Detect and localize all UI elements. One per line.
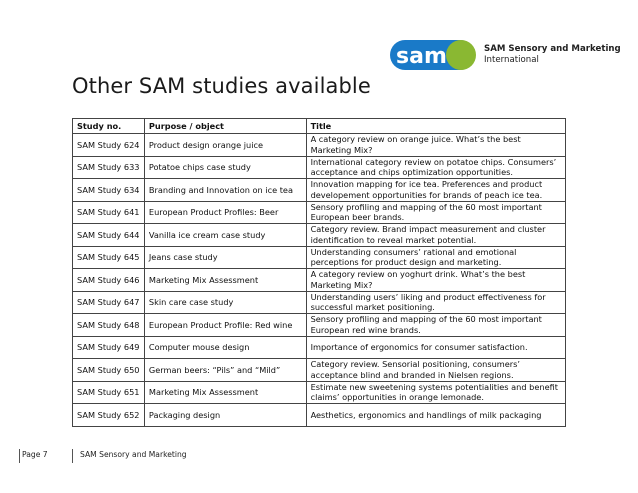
- table-row: [73, 246, 566, 269]
- cell-title: [306, 246, 565, 269]
- table-row: [73, 269, 566, 292]
- cell-title: [306, 381, 565, 404]
- column-header-study: Study no.: [73, 119, 145, 134]
- cell-purpose: Marketing Mix Assessment: [144, 381, 306, 404]
- cell-purpose: Branding and Innovation on ice tea: [144, 179, 306, 202]
- cell-study-no: SAM Study 633: [73, 156, 145, 179]
- cell-title-line-1: Innovation mapping for ice tea. Preferences and product: [310, 179, 543, 190]
- cell-title-line-2: successful market positioning.: [310, 302, 435, 313]
- cell-title-line-2: European beer brands.: [310, 212, 405, 223]
- logo-word: sam: [396, 44, 447, 69]
- footer-divider: [19, 449, 20, 463]
- cell-title: [306, 179, 565, 202]
- table-row: [73, 291, 566, 314]
- cell-study-no: SAM Study 646: [73, 269, 145, 292]
- table-row: [73, 179, 566, 202]
- cell-purpose: European Product Profiles: Beer: [144, 201, 306, 224]
- table-row: [73, 134, 566, 157]
- footer-divider: [72, 449, 73, 463]
- cell-purpose: Potatoe chips case study: [144, 156, 306, 179]
- cell-title-line-1: Estimate new sweetening systems potentialities and benefit: [310, 381, 558, 392]
- column-header-purpose: Purpose / object: [144, 119, 306, 134]
- cell-title-line-2: Marketing Mix?: [310, 144, 373, 155]
- table-row: [73, 336, 566, 359]
- cell-study-no: SAM Study 647: [73, 291, 145, 314]
- cell-title: [306, 404, 565, 427]
- company-name: [484, 44, 621, 66]
- table-row: [73, 381, 566, 404]
- cell-study-no: SAM Study 648: [73, 314, 145, 337]
- table-body: [73, 134, 566, 427]
- table-row: [73, 156, 566, 179]
- company-line-1: SAM Sensory and Marketing: [484, 44, 621, 54]
- cell-title-line-1: Importance of ergonomics for consumer satisfaction.: [310, 342, 528, 352]
- cell-title: [306, 336, 565, 359]
- cell-title-line-1: Understanding users’ liking and product effectiveness for: [310, 291, 546, 302]
- cell-purpose: European Product Profile: Red wine: [144, 314, 306, 337]
- cell-title-line-1: Aesthetics, ergonomics and handlings of milk packaging: [310, 409, 542, 420]
- cell-title-line-1: Sensory profiling and mapping of the 60 most important: [310, 314, 542, 325]
- cell-study-no: SAM Study 624: [73, 134, 145, 157]
- cell-title-line-1: Understanding consumers’ rational and emotional: [310, 246, 517, 257]
- cell-study-no: SAM Study 634: [73, 179, 145, 202]
- cell-title-line-1: International category review on potatoe chips. Consumers’: [310, 156, 557, 167]
- cell-title: [306, 224, 565, 247]
- table-header-row: [73, 119, 566, 134]
- cell-title-line-1: Category review. Brand impact measurement and cluster: [310, 224, 546, 235]
- cell-title: [306, 269, 565, 292]
- cell-title: [306, 314, 565, 337]
- cell-title: [306, 156, 565, 179]
- cell-study-no: SAM Study 652: [73, 404, 145, 427]
- sam-logo: [388, 38, 478, 76]
- cell-purpose: Vanilla ice cream case study: [144, 224, 306, 247]
- cell-title-line-2: European red wine brands.: [310, 324, 421, 335]
- studies-table: [72, 118, 566, 427]
- cell-title-line-2: developement opportunities for brands of peach ice tea.: [310, 189, 543, 200]
- footer-company: SAM Sensory and Marketing: [80, 450, 187, 459]
- footer-page-number: Page 7: [22, 450, 48, 459]
- cell-purpose: Computer mouse design: [144, 336, 306, 359]
- cell-purpose: German beers: “Pils” and “Mild”: [144, 359, 306, 382]
- cell-study-no: SAM Study 651: [73, 381, 145, 404]
- cell-title-line-2: perceptions for product design and marketing.: [310, 257, 502, 268]
- company-line-2: International: [484, 55, 539, 65]
- cell-title-line-1: Sensory profiling and mapping of the 60 most important: [310, 201, 542, 212]
- cell-purpose: Marketing Mix Assessment: [144, 269, 306, 292]
- cell-title: [306, 201, 565, 224]
- cell-title-line-2: acceptance blind and branded in Nielsen regions.: [310, 369, 514, 380]
- cell-title-line-1: Category review. Sensorial positioning, consumers’: [310, 359, 521, 370]
- cell-title: [306, 134, 565, 157]
- cell-purpose: Product design orange juice: [144, 134, 306, 157]
- cell-study-no: SAM Study 644: [73, 224, 145, 247]
- cell-study-no: SAM Study 650: [73, 359, 145, 382]
- table-row: [73, 201, 566, 224]
- cell-title-line-1: A category review on orange juice. What’s the best: [310, 134, 521, 145]
- cell-title-line-1: A category review on yoghurt drink. What’s the best: [310, 269, 526, 280]
- cell-title-line-2: acceptance and chips optimization opportunities.: [310, 167, 513, 178]
- cell-title-line-2: claims’ opportunities in orange lemonade.: [310, 392, 484, 403]
- cell-purpose: Jeans case study: [144, 246, 306, 269]
- cell-purpose: Skin care case study: [144, 291, 306, 314]
- table-row: [73, 314, 566, 337]
- table-row: [73, 359, 566, 382]
- cell-study-no: SAM Study 641: [73, 201, 145, 224]
- cell-title-line-2: identification to reveal market potential.: [310, 234, 477, 245]
- cell-study-no: SAM Study 649: [73, 336, 145, 359]
- table-row: [73, 404, 566, 427]
- cell-study-no: SAM Study 645: [73, 246, 145, 269]
- column-header-title: Title: [306, 119, 565, 134]
- cell-title: [306, 291, 565, 314]
- cell-title-line-2: Marketing Mix?: [310, 279, 373, 290]
- cell-purpose: Packaging design: [144, 404, 306, 427]
- table-row: [73, 224, 566, 247]
- cell-title: [306, 359, 565, 382]
- page-title: Other SAM studies available: [72, 74, 371, 98]
